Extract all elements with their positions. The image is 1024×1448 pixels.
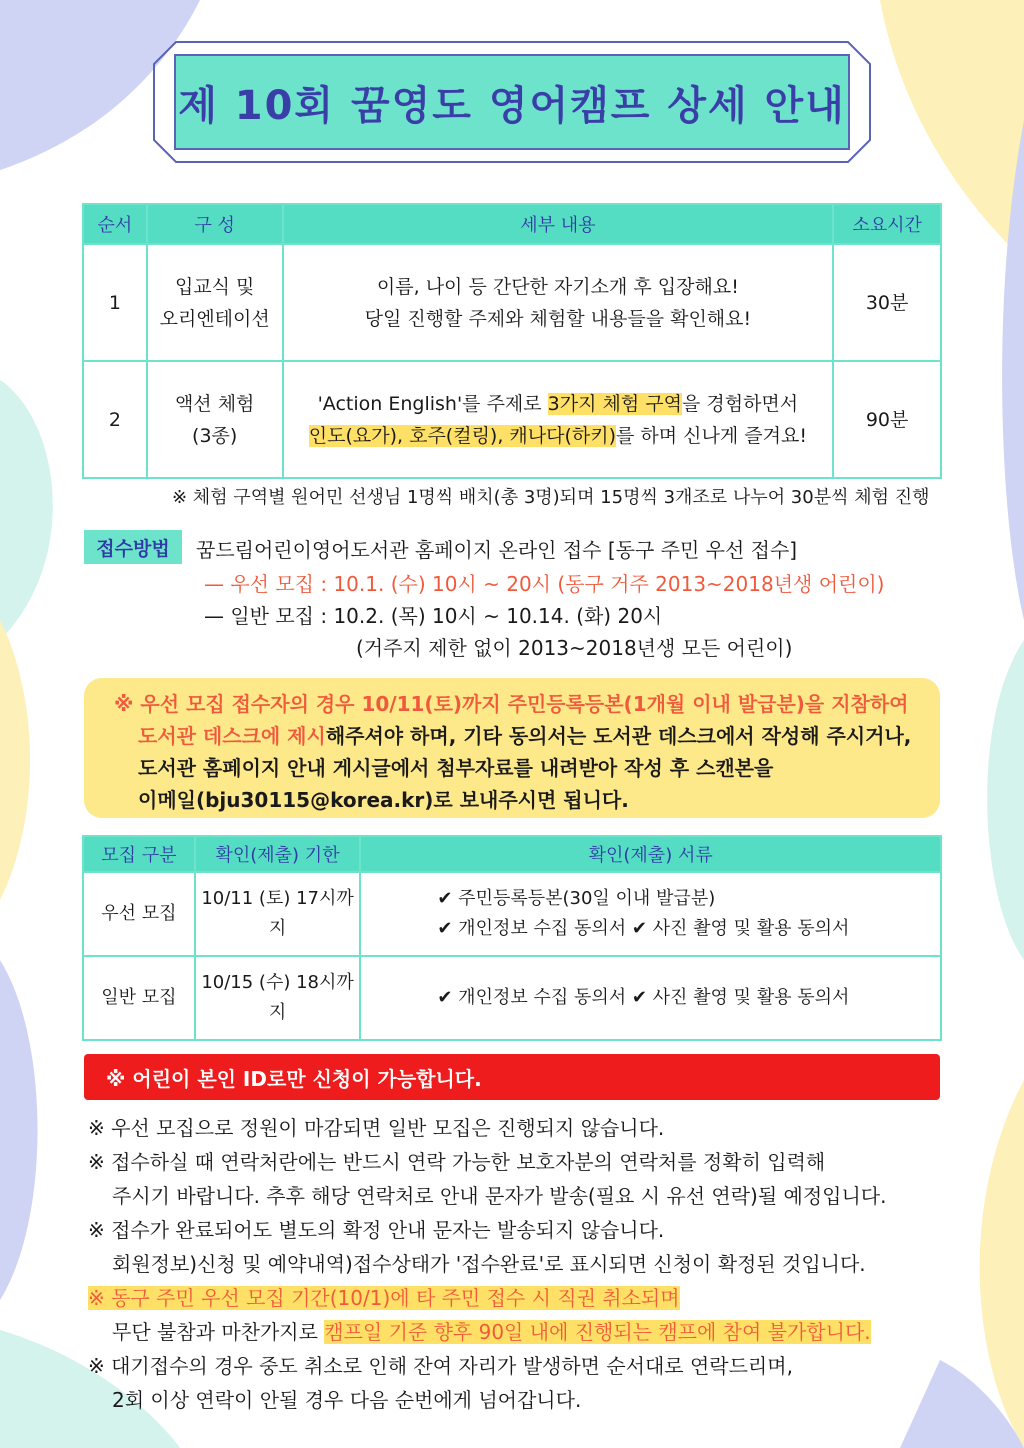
table-row [83, 361, 941, 478]
row-number: 2 [83, 361, 147, 478]
row-documents [360, 872, 941, 956]
header-documents: 확인(제출) 서류 [360, 836, 941, 872]
detail-line: 이름, 나이 등 간단한 자기소개 후 입장해요! [376, 275, 739, 298]
note-line: 회원정보)신청 및 예약내역)접수상태가 '접수완료'로 표시되면 신청이 확정된 것입니다. [112, 1252, 866, 1276]
detail-text: 를 하며 신나게 즐겨요! [616, 424, 807, 447]
doc-line: ✔ 개인정보 수집 동의서 ✔ 사진 촬영 및 활용 동의서 [437, 987, 850, 1008]
note-line: ※ 우선 모집으로 정원이 마감되면 일반 모집은 진행되지 않습니다. [88, 1116, 665, 1140]
header-composition: 구 성 [147, 204, 283, 244]
detail-highlight: 3가지 체험 구역 [547, 392, 682, 415]
page-title: 제 10회 꿈영도 영어캠프 상세 안내 [178, 82, 846, 129]
schedule-table [82, 203, 942, 479]
row-part [147, 361, 283, 478]
row-type: 우선 모집 [83, 872, 195, 956]
header-detail: 세부 내용 [283, 204, 834, 244]
doc-line: ✔ 주민등록등본(30일 이내 발급분) [437, 888, 716, 909]
note-highlight: 캠프일 기준 향후 90일 내에 진행되는 캠프에 참여 불가합니다. [324, 1320, 871, 1344]
table-row [83, 244, 941, 361]
note-text: 무단 불참과 마찬가지로 [112, 1320, 325, 1344]
reception-general: — 일반 모집 : 10.2. (목) 10시 ~ 10.14. (화) 20시 [204, 604, 663, 628]
row-deadline: 10/15 (수) 18시까지 [195, 956, 361, 1040]
note-line: ※ 대기접수의 경우 중도 취소로 인해 잔여 자리가 발생하면 순서대로 연락드리며, [88, 1354, 793, 1378]
notice-line: ※ 우선 모집 접수자의 경우 10/11(토)까지 주민등록등본(1개월 이내 발급분)을 지참하여 [114, 692, 909, 716]
notice-text: 해주셔야 하며, 기타 동의서는 도서관 데스크에서 작성해 주시거나, [325, 724, 912, 748]
row-type: 일반 모집 [83, 956, 195, 1040]
part-line: 오리엔테이션 [159, 307, 270, 330]
title-box [174, 54, 850, 150]
header-duration: 소요시간 [833, 204, 941, 244]
doc-line: ✔ 개인정보 수집 동의서 ✔ 사진 촬영 및 활용 동의서 [437, 918, 850, 939]
part-line: 입교식 및 [174, 275, 255, 298]
header-order: 순서 [83, 204, 147, 244]
note-line: ※ 접수하실 때 연락처란에는 반드시 연락 가능한 보호자분의 연락처를 정확히 입력해 [88, 1150, 826, 1174]
note-highlight: ※ 동구 주민 우선 모집 기간(10/1)에 타 주민 접수 시 직권 취소되며 [88, 1286, 680, 1310]
row-documents [360, 956, 941, 1040]
documents-header-row [83, 836, 941, 872]
row-time: 90분 [833, 361, 941, 478]
reception-priority: — 우선 모집 : 10.1. (수) 10시 ~ 20시 (동구 거주 2013~2018년생 어린이) [204, 572, 885, 596]
note-line: ※ 접수가 완료되어도 별도의 확정 안내 문자는 발송되지 않습니다. [88, 1218, 665, 1242]
notice-line: 도서관 홈페이지 안내 게시글에서 첨부자료를 내려받아 작성 후 스캔본을 [138, 756, 774, 780]
reception-general-sub: (거주지 제한 없이 2013~2018년생 모든 어린이) [356, 636, 793, 660]
note-line: 주시기 바랍니다. 추후 해당 연락처로 안내 문자가 발송(필요 시 유선 연락)될 예정입니다. [112, 1184, 887, 1208]
row-time: 30분 [833, 244, 941, 361]
detail-line: 당일 진행할 주제와 체험할 내용들을 확인해요! [364, 307, 752, 330]
note-line [88, 1282, 680, 1311]
title-banner [152, 40, 872, 164]
row-part [147, 244, 283, 361]
notice-line [138, 720, 911, 749]
detail-line [284, 420, 833, 452]
reception-main: 꿈드림어린이영어도서관 홈페이지 온라인 접수 [동구 주민 우선 접수] [196, 538, 798, 562]
part-line: 액션 체험 [174, 392, 255, 415]
detail-line [284, 388, 833, 420]
row-deadline: 10/11 (토) 17시까지 [195, 872, 361, 956]
detail-text: 을 경험하면서 [681, 392, 799, 415]
table-row [83, 872, 941, 956]
detail-highlight: 인도(요가), 호주(컬링), 캐나다(하키) [308, 424, 617, 447]
schedule-header-row [83, 204, 941, 244]
note-line [112, 1316, 871, 1345]
row-detail [283, 361, 834, 478]
notice-highlight: 도서관 데스크에 제시 [138, 724, 326, 748]
notice-line: 이메일(bju30115@korea.kr)로 보내주시면 됩니다. [138, 788, 629, 812]
row-number: 1 [83, 244, 147, 361]
schedule-note: ※ 체험 구역별 원어민 선생님 1명씩 배치(총 3명)되며 15명씩 3개조로 나누어 30분씩 체험 진행 [172, 487, 930, 508]
header-deadline: 확인(제출) 기한 [195, 836, 361, 872]
table-row [83, 956, 941, 1040]
note-line: 2회 이상 연락이 안될 경우 다음 순번에게 넘어갑니다. [112, 1388, 582, 1412]
part-line: (3종) [192, 424, 238, 447]
row-detail [283, 244, 834, 361]
reception-badge: 접수방법 [84, 530, 182, 564]
header-type: 모집 구분 [83, 836, 195, 872]
id-warning-bar: ※ 어린이 본인 ID로만 신청이 가능합니다. [84, 1054, 940, 1100]
detail-text: 'Action English'를 주제로 [317, 392, 548, 415]
documents-table [82, 835, 942, 1041]
